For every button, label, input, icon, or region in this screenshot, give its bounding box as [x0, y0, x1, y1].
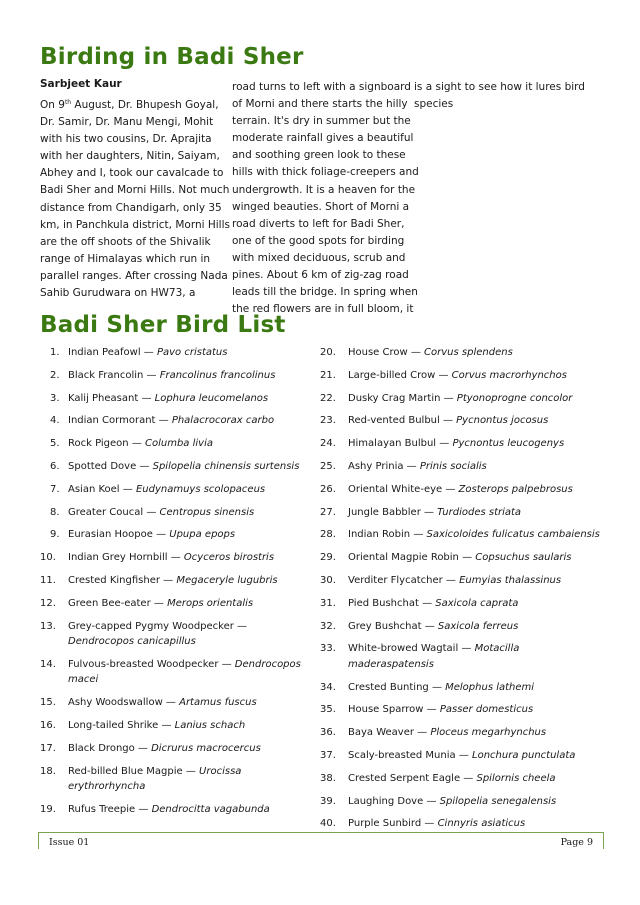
- bird-list-item: [40, 413, 315, 429]
- item-number: 17.: [40, 742, 56, 754]
- dash-separator: —: [421, 818, 438, 830]
- dash-separator: —: [158, 719, 175, 731]
- bird-list-title: Badi Sher Bird List: [40, 312, 286, 338]
- common-name: Greater Coucal: [68, 506, 144, 518]
- dash-separator: —: [143, 506, 160, 518]
- dash-separator: —: [150, 597, 168, 609]
- col1-text-start: On 9: [40, 99, 65, 111]
- scientific-name: Artamus fuscus: [179, 697, 257, 709]
- dash-separator: —: [435, 369, 452, 381]
- common-name: Long-tailed Shrike: [68, 719, 159, 731]
- bird-list-item: [320, 771, 605, 787]
- common-name: Crested Bunting: [348, 681, 429, 693]
- common-name: Red-vented Bulbul: [348, 415, 440, 427]
- dash-separator: —: [135, 803, 152, 815]
- bird-list-item: [40, 527, 315, 543]
- dash-separator: —: [458, 552, 476, 564]
- common-name: Crested Kingfisher: [68, 574, 160, 586]
- bird-list-item: [40, 764, 315, 795]
- dash-separator: —: [136, 460, 153, 472]
- scientific-name: Lanius schach: [174, 719, 246, 731]
- common-name: Laughing Dove: [348, 795, 424, 807]
- bird-list-item: [320, 725, 605, 741]
- dash-separator: —: [423, 795, 440, 807]
- item-number: 8.: [50, 506, 60, 518]
- common-name: Indian Robin: [348, 529, 411, 541]
- bird-list-item: [40, 802, 315, 818]
- dash-separator: —: [458, 643, 475, 655]
- item-number: 11.: [40, 574, 56, 586]
- dash-separator: —: [407, 347, 425, 358]
- common-name: Ashy Woodswallow: [68, 697, 163, 709]
- dash-separator: —: [233, 620, 248, 632]
- item-number: 40.: [320, 818, 336, 830]
- common-name: Black Francolin: [68, 369, 144, 381]
- bird-list-item: [320, 748, 605, 764]
- scientific-name: Lonchura punctulata: [472, 750, 576, 762]
- common-name: Fulvous-breasted Woodpecker: [68, 658, 219, 670]
- dash-separator: —: [119, 483, 136, 495]
- item-number: 31.: [320, 597, 336, 609]
- dash-separator: —: [442, 483, 459, 495]
- item-number: 29.: [320, 552, 336, 564]
- bird-list-item: [320, 641, 605, 672]
- common-name: Himalayan Bulbul: [348, 438, 437, 450]
- scientific-name: Saxicoloides fulicatus cambaiensis: [426, 529, 600, 541]
- scientific-name: Lophura leucomelanos: [154, 392, 269, 404]
- common-name: Grey-capped Pygmy Woodpecker: [68, 620, 234, 632]
- bird-list-item: [320, 413, 605, 429]
- common-name: Black Drongo: [68, 742, 135, 754]
- dash-separator: —: [442, 574, 460, 586]
- bird-list-item: [320, 794, 605, 810]
- page-footer: [38, 832, 604, 849]
- dash-separator: —: [428, 681, 446, 693]
- dash-separator: —: [159, 574, 177, 586]
- item-number: 12.: [40, 597, 56, 609]
- dash-separator: —: [455, 750, 473, 762]
- dash-separator: —: [162, 697, 180, 709]
- scientific-name: Eumyias thalassinus: [459, 574, 562, 586]
- bird-list-left: [40, 345, 315, 825]
- item-number: 6.: [50, 460, 60, 472]
- scientific-name: Dendrocopos macei: [68, 658, 301, 686]
- item-number: 1.: [50, 347, 60, 358]
- bird-list-item: [40, 741, 315, 757]
- dash-separator: —: [155, 415, 172, 427]
- item-number: 18.: [40, 765, 56, 777]
- bird-list-item: [320, 345, 605, 361]
- scientific-name: Urocissa erythrorhyncha: [68, 765, 242, 793]
- scientific-name: Dendrocopos canicapillus: [68, 636, 196, 648]
- scientific-name: Corvus macrorhynchos: [451, 369, 567, 381]
- dash-separator: —: [421, 620, 438, 632]
- common-name: Jungle Babbler: [348, 506, 421, 518]
- item-number: 38.: [320, 772, 336, 784]
- scientific-name: Eudynamuys scolopaceus: [135, 483, 266, 495]
- bird-list-item: [320, 550, 605, 566]
- bird-list-item: [320, 391, 605, 407]
- col3-text: is a sight to see how it lures bird species: [414, 81, 585, 111]
- item-number: 16.: [40, 719, 56, 731]
- item-number: 9.: [50, 529, 60, 541]
- issue-number: Issue 01: [49, 837, 90, 848]
- common-name: Green Bee-eater: [68, 597, 151, 609]
- common-name: Indian Grey Hornbill: [68, 552, 168, 564]
- item-number: 28.: [320, 529, 336, 541]
- common-name: Oriental Magpie Robin: [348, 552, 459, 564]
- item-number: 19.: [40, 803, 56, 815]
- item-number: 32.: [320, 620, 336, 632]
- scientific-name: Zosterops palpebrosus: [458, 483, 573, 495]
- common-name: Asian Koel: [68, 483, 120, 495]
- bird-list-item: [40, 345, 315, 361]
- common-name: Large-billed Crow: [348, 369, 436, 381]
- dash-separator: —: [410, 529, 427, 541]
- scientific-name: Melophus lathemi: [445, 681, 535, 693]
- item-number: 13.: [40, 620, 56, 632]
- scientific-name: Corvus splendens: [424, 347, 513, 358]
- bird-list-item: [40, 573, 315, 589]
- item-number: 37.: [320, 750, 336, 762]
- scientific-name: Spilopelia senegalensis: [439, 795, 557, 807]
- bird-list-item: [40, 436, 315, 452]
- common-name: House Crow: [348, 347, 408, 358]
- bird-list-item: [40, 657, 315, 688]
- bird-list-item: [320, 459, 605, 475]
- col1-text-rest: August, Dr. Bhupesh Goyal, Dr. Samir, Dr. Manu Mengi, Mohit with his two cousins, Dr. Aprajita with her daughters, Nitin, Saiyam, Abhey and I, took our cavalcade to Badi Sher and Morni Hills. Not much distance from Chandigarh, only 35 km, in Panchkula district, Morni Hills are the off shoots of the Shivalik range of Himalayas which run in parallel ranges. After crossing Nada Sahib Gurudwara on HW73, a: [40, 99, 230, 300]
- bird-list-item: [40, 695, 315, 711]
- item-number: 25.: [320, 460, 336, 472]
- item-number: 30.: [320, 574, 336, 586]
- dash-separator: —: [423, 704, 440, 716]
- common-name: Dusky Crag Martin: [348, 392, 441, 404]
- dash-separator: —: [403, 460, 420, 472]
- common-name: Spotted Dove: [68, 460, 137, 472]
- article-column-2: [232, 79, 422, 318]
- scientific-name: Francolinus francolinus: [159, 369, 276, 381]
- bird-list-item: [320, 527, 605, 543]
- scientific-name: Passer domesticus: [439, 704, 534, 716]
- col2-text: road turns to left with a signboard of Morni and there starts the hilly terrain. It's dry in summer but the moderate rainfall gives a beautiful and soothing green look to these hills with thick foliage-creepers and undergrowth. It is a heaven for the winged beauties. Short of Morni a road diverts to left for Badi Sher, one of the good spots for birding with mixed deciduous, scrub and pines. About 6 km of zig-zag road leads till the bridge. In spring when the red flowers are in full bloom, it: [232, 81, 419, 316]
- item-number: 5.: [50, 438, 60, 450]
- scientific-name: Copsuchus saularis: [475, 552, 572, 564]
- dash-separator: —: [152, 529, 170, 541]
- scientific-name: Saxicola caprata: [435, 597, 519, 609]
- bird-list-item: [40, 482, 315, 498]
- item-number: 39.: [320, 795, 336, 807]
- bird-list-item: [320, 596, 605, 612]
- dash-separator: —: [413, 727, 431, 739]
- scientific-name: Prinis socialis: [419, 460, 487, 472]
- dash-separator: —: [436, 438, 453, 450]
- scientific-name: Ocyceros birostris: [183, 552, 275, 564]
- bird-list-item: [40, 596, 315, 612]
- item-number: 20.: [320, 347, 336, 358]
- item-number: 26.: [320, 483, 336, 495]
- common-name: Crested Serpent Eagle: [348, 772, 461, 784]
- bird-list-right: [320, 345, 605, 839]
- bird-list-item: [40, 550, 315, 566]
- common-name: Kalij Pheasant: [68, 392, 139, 404]
- scientific-name: Pavo cristatus: [156, 347, 228, 358]
- item-number: 10.: [40, 552, 56, 564]
- scientific-name: Spilornis cheela: [476, 772, 556, 784]
- item-number: 21.: [320, 369, 336, 381]
- scientific-name: Cinnyris asiaticus: [437, 818, 526, 830]
- bird-list-item: [320, 505, 605, 521]
- scientific-name: Motacilla maderaspatensis: [348, 643, 520, 670]
- scientific-name: Centropus sinensis: [159, 506, 255, 518]
- common-name: House Sparrow: [348, 704, 424, 716]
- item-number: 27.: [320, 506, 336, 518]
- item-number: 22.: [320, 392, 336, 404]
- article-title: Birding in Badi Sher: [40, 44, 304, 70]
- scientific-name: Spilopelia chinensis surtensis: [152, 460, 300, 472]
- bird-list-item: [320, 619, 605, 635]
- item-number: 34.: [320, 681, 336, 693]
- bird-list-item: [40, 619, 315, 650]
- dash-separator: —: [440, 392, 457, 404]
- dash-separator: —: [143, 369, 160, 381]
- item-number: 3.: [50, 392, 60, 404]
- common-name: Baya Weaver: [348, 727, 414, 739]
- common-name: Verditer Flycatcher: [348, 574, 443, 586]
- bird-list-item: [40, 459, 315, 475]
- bird-list-item: [320, 816, 605, 832]
- common-name: Ashy Prinia: [348, 460, 404, 472]
- scientific-name: Upupa epops: [169, 529, 236, 541]
- item-number: 33.: [320, 643, 336, 655]
- article-column-3: [414, 79, 604, 113]
- common-name: Rock Pigeon: [68, 438, 129, 450]
- common-name: Indian Cormorant: [68, 415, 156, 427]
- ordinal-suffix: th: [64, 99, 72, 106]
- dash-separator: —: [418, 597, 436, 609]
- common-name: Indian Peafowl: [68, 347, 141, 358]
- scientific-name: Ptyonoprogne concolor: [456, 392, 573, 404]
- dash-separator: —: [439, 415, 457, 427]
- page-number: Page 9: [560, 837, 593, 848]
- bird-list-item: [40, 718, 315, 734]
- bird-list-item: [320, 436, 605, 452]
- bird-list-item: [320, 482, 605, 498]
- bird-list-item: [320, 368, 605, 384]
- item-number: 35.: [320, 704, 336, 716]
- item-number: 14.: [40, 658, 56, 670]
- scientific-name: Merops orientalis: [167, 597, 254, 609]
- dash-separator: —: [128, 438, 145, 450]
- dash-separator: —: [182, 765, 200, 777]
- dash-separator: —: [138, 392, 155, 404]
- dash-separator: —: [460, 772, 477, 784]
- bird-list-item: [320, 680, 605, 696]
- dash-separator: —: [218, 658, 235, 670]
- scientific-name: Pycnontus leucogenys: [452, 438, 565, 450]
- common-name: Red-billed Blue Magpie: [68, 765, 183, 777]
- item-number: 2.: [50, 369, 60, 381]
- author-name: Sarbjeet Kaur: [40, 78, 122, 90]
- scientific-name: Saxicola ferreus: [437, 620, 519, 632]
- dash-separator: —: [134, 742, 152, 754]
- item-number: 7.: [50, 483, 60, 495]
- article-column-1: [40, 97, 230, 302]
- common-name: Scaly-breasted Munia: [348, 750, 456, 762]
- scientific-name: Phalacrocorax carbo: [171, 415, 275, 427]
- common-name: Pied Bushchat: [348, 597, 419, 609]
- scientific-name: Columba livia: [145, 438, 213, 450]
- item-number: 36.: [320, 727, 336, 739]
- bird-list-item: [40, 391, 315, 407]
- bird-list-item: [320, 573, 605, 589]
- item-number: 23.: [320, 415, 336, 427]
- dash-separator: —: [420, 506, 438, 518]
- scientific-name: Ploceus megarhynchus: [430, 727, 547, 739]
- scientific-name: Dicrurus macrocercus: [151, 742, 261, 754]
- item-number: 15.: [40, 697, 56, 709]
- scientific-name: Dendrocitta vagabunda: [151, 803, 270, 815]
- item-number: 4.: [50, 415, 60, 427]
- scientific-name: Pycnontus jocosus: [456, 415, 549, 427]
- scientific-name: Turdiodes striata: [437, 506, 522, 518]
- bird-list-item: [320, 702, 605, 718]
- common-name: White-browed Wagtail: [348, 643, 459, 655]
- bird-list-item: [40, 368, 315, 384]
- scientific-name: Megaceryle lugubris: [176, 574, 278, 586]
- common-name: Rufus Treepie: [68, 803, 136, 815]
- common-name: Oriental White-eye: [348, 483, 443, 495]
- dash-separator: —: [140, 347, 157, 358]
- common-name: Grey Bushchat: [348, 620, 422, 632]
- bird-list-item: [40, 505, 315, 521]
- common-name: Purple Sunbird: [348, 818, 422, 830]
- common-name: Eurasian Hoopoe: [68, 529, 153, 541]
- item-number: 24.: [320, 438, 336, 450]
- dash-separator: —: [167, 552, 184, 564]
